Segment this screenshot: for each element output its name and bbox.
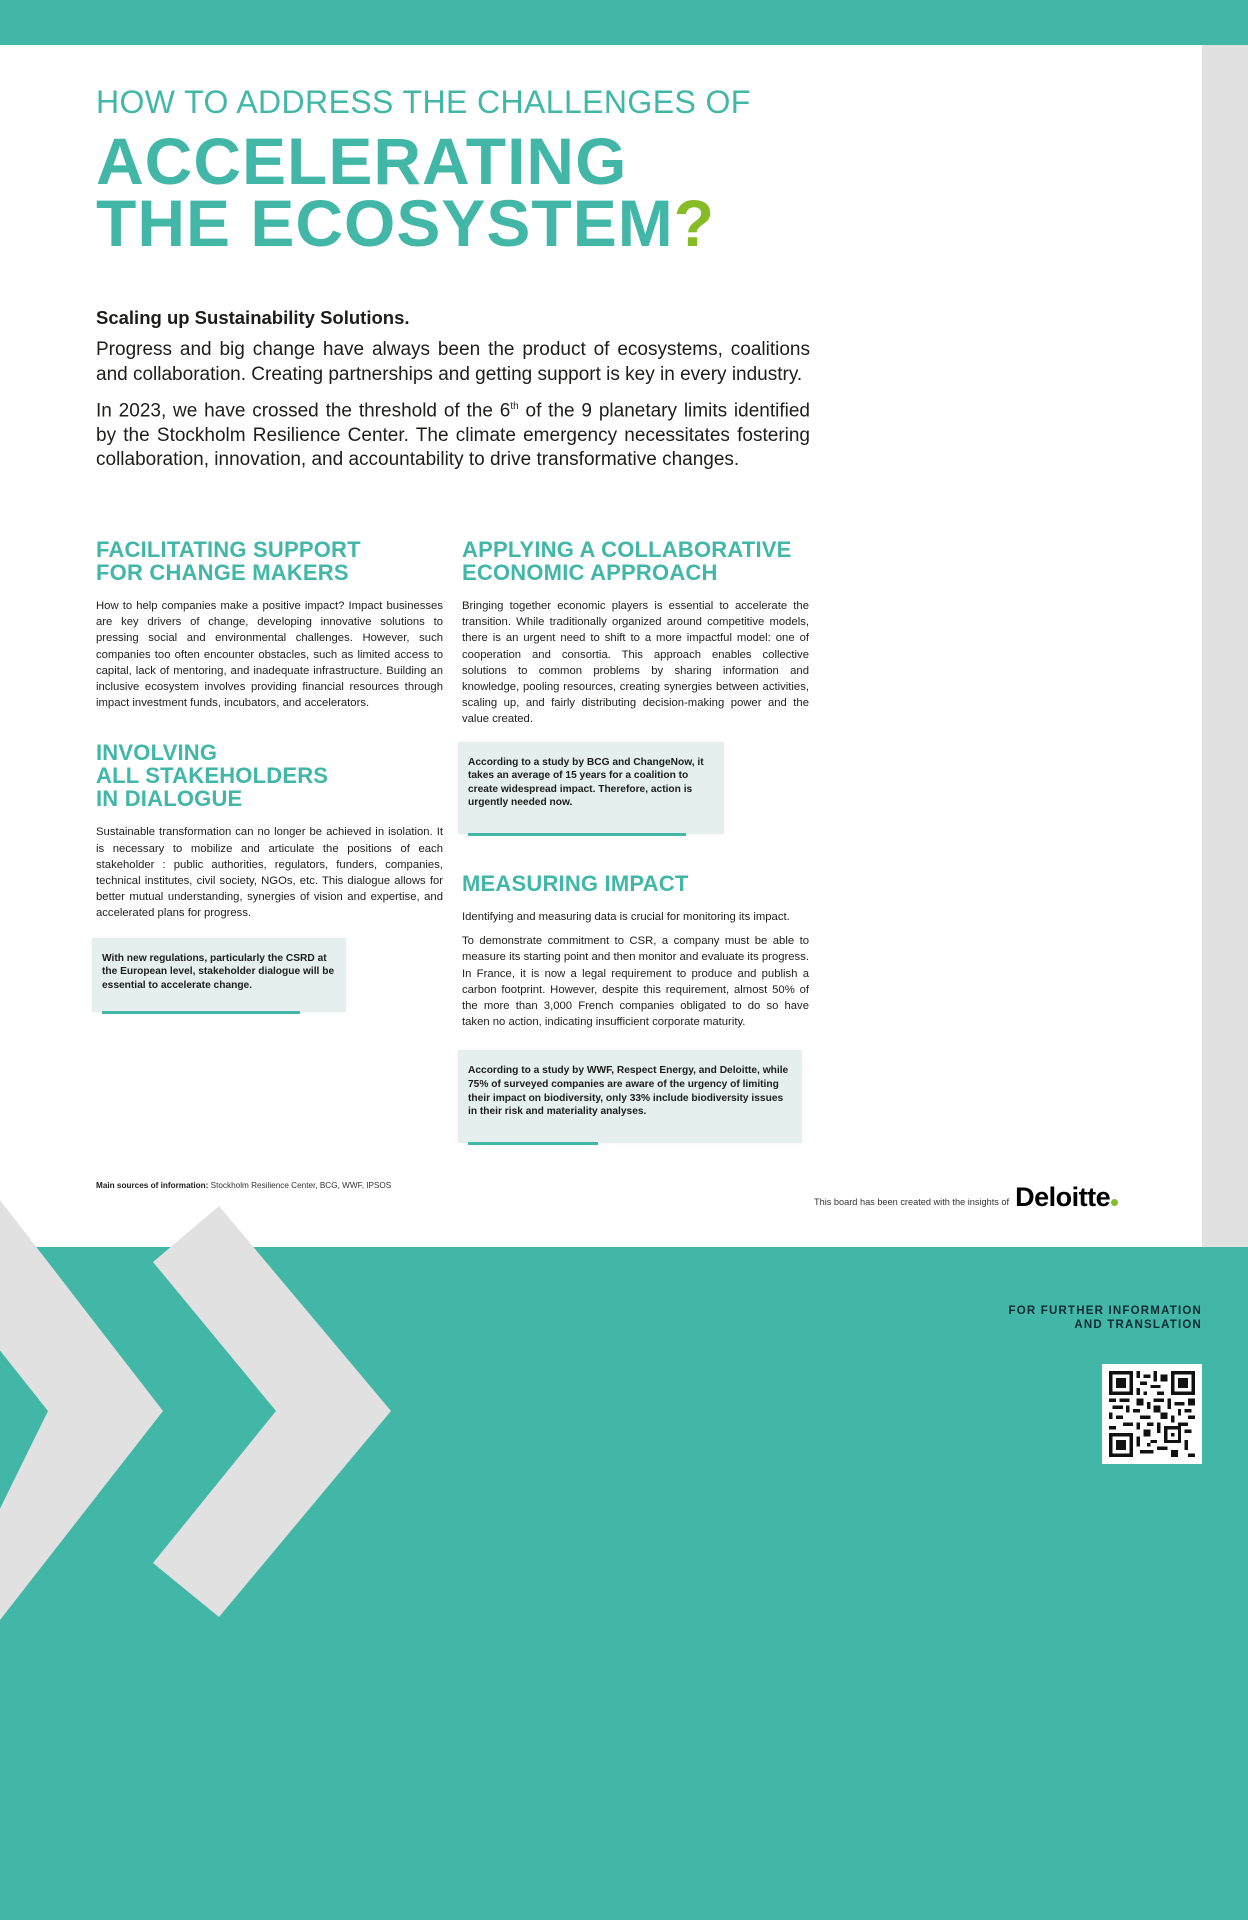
- section-body: How to help companies make a positive impact? Impact businesses are key drivers of change, developing innovative solutions to pressing social and environmental challenges. However, such companies too often encounter obstacles, such as limited access to capital, lack of mentoring, and inadequate infrastructure. Building an inclusive ecosystem involves providing financial resources through impact investment funds, incubators, and accelerators.: [96, 600, 443, 710]
- section-title: MEASURING IMPACT: [462, 871, 689, 896]
- section-title: [462, 538, 809, 584]
- section-title-line: FACILITATING SUPPORT: [96, 537, 361, 562]
- headline-line-2-text: THE ECOSYSTEM: [96, 186, 674, 260]
- intro-p2-text-b: of the 9 planetary limits identified by the Stockholm Resilience Center. The climate emergency necessitates fostering collaboration, innovation, and accountability to drive transformative changes.: [96, 400, 810, 471]
- section-title-line: IN DIALOGUE: [96, 786, 243, 812]
- credit-line: [814, 1183, 1118, 1211]
- section-facilitating-support: [96, 538, 443, 711]
- sources-value: Stockholm Resilience Center, BCG, WWF, IPSOS: [208, 1181, 392, 1190]
- callout-box: [92, 938, 346, 1013]
- further-info-line-2: AND TRANSLATION: [1074, 1319, 1202, 1331]
- section-body: Bringing together economic players is essential to accelerate the transition. While traditionally organized around competitive models, there is an urgent need to shift to a more impactful model: one of cooperation and consortia. This approach enables collective solutions to common problems by sharing information and knowledge, pooling resources, creating synergies between activities, scaling up, and fairly distributing decision-making power and the value created.: [462, 600, 809, 726]
- section-body-2: To demonstrate commitment to CSR, a company must be able to measure its starting point and then monitor and evaluate its progress. In France, it is now a legal requirement to produce and publish a carbon footprint. However, despite this requirement, almost 50% of the more than 3,000 French companies obligated to do so have taken no action, indicating insufficient corporate maturity.: [462, 935, 809, 1029]
- question-mark: ?: [673, 186, 716, 260]
- section-title-line: APPLYING A COLLABORATIVE: [462, 537, 792, 562]
- headline-line-1: ACCELERATING: [96, 124, 628, 198]
- callout-box: [458, 1050, 802, 1142]
- right-column: [462, 538, 809, 1143]
- callout-box: [458, 742, 724, 834]
- top-color-band: [0, 0, 1248, 45]
- section-title: [96, 741, 443, 810]
- section-measuring-impact: [462, 872, 809, 1143]
- double-chevron-decoration-icon: [0, 1200, 420, 1640]
- section-body: Sustainable transformation can no longer be achieved in isolation. It is necessary to mobilize and articulate the positions of each stakeholder : public authorities, regulators, funders, companies, technical institutes, civil society, NGOs, etc. This dialogue allows for better mutual understanding, synergies of vision and expertise, and accelerated plans for progress.: [96, 826, 443, 920]
- right-gray-strip: [1202, 45, 1248, 1247]
- further-info-line-1: FOR FURTHER INFORMATION: [1008, 1305, 1202, 1317]
- section-involving-stakeholders: [96, 741, 443, 1012]
- intro-paragraph-2: [96, 395, 810, 473]
- qr-code-graphic: [1109, 1371, 1195, 1457]
- section-title: [96, 538, 443, 584]
- callout-accent-line: [468, 1142, 598, 1145]
- callout-accent-line: [468, 833, 686, 836]
- kicker-title: HOW TO ADDRESS THE CHALLENGES OF: [96, 84, 751, 120]
- chevron-right-shape: [153, 1206, 391, 1617]
- ordinal-sup: th: [510, 401, 519, 412]
- sources-label: Main sources of information:: [96, 1181, 209, 1190]
- callout-text: With new regulations, particularly the CSRD at the European level, stakeholder dialogue will be essential to accelerate change.: [102, 952, 335, 991]
- qr-code-icon[interactable]: [1102, 1364, 1202, 1464]
- section-title-line: FOR CHANGE MAKERS: [96, 560, 349, 585]
- callout-text: According to a study by WWF, Respect Energy, and Deloitte, while 75% of surveyed companies are aware of the urgency of limiting their impact on biodiversity, only 33% include biodiversity issues in their risk and materiality analyses.: [468, 1065, 789, 1118]
- section-body-1: Identifying and measuring data is crucial for monitoring its impact.: [462, 911, 790, 923]
- header-block: [96, 82, 810, 473]
- deloitte-logo: [1015, 1183, 1118, 1211]
- logo-green-dot-icon: [1111, 1199, 1118, 1206]
- callout-accent-line: [102, 1011, 300, 1014]
- credit-text: This board has been created with the insights of: [814, 1197, 1010, 1207]
- headline-line-2: [96, 186, 810, 260]
- section-collaborative-approach: [462, 538, 809, 834]
- intro-title: Scaling up Sustainability Solutions.: [96, 307, 410, 328]
- chevron-left-shape: [0, 1200, 163, 1620]
- section-title-line: ECONOMIC APPROACH: [462, 560, 718, 585]
- deloitte-logo-text: Deloitte: [1015, 1182, 1111, 1212]
- section-title-line: INVOLVING: [96, 740, 218, 766]
- intro-paragraph-1: Progress and big change have always been the product of ecosystems, coalitions and collaboration. Creating partnerships and getting support is key in every industry.: [96, 339, 810, 385]
- section-title-line: ALL STAKEHOLDERS: [96, 763, 329, 789]
- left-column: [96, 538, 443, 1012]
- further-info-label: [1009, 1304, 1202, 1332]
- intro-p2-text-a: In 2023, we have crossed the threshold of the 6: [96, 400, 511, 422]
- page-title: [96, 124, 810, 260]
- sources-note: [96, 1181, 391, 1190]
- callout-text: According to a study by BCG and ChangeNow, it takes an average of 15 years for a coalition to create widespread impact. Therefore, action is urgently needed now.: [468, 756, 704, 809]
